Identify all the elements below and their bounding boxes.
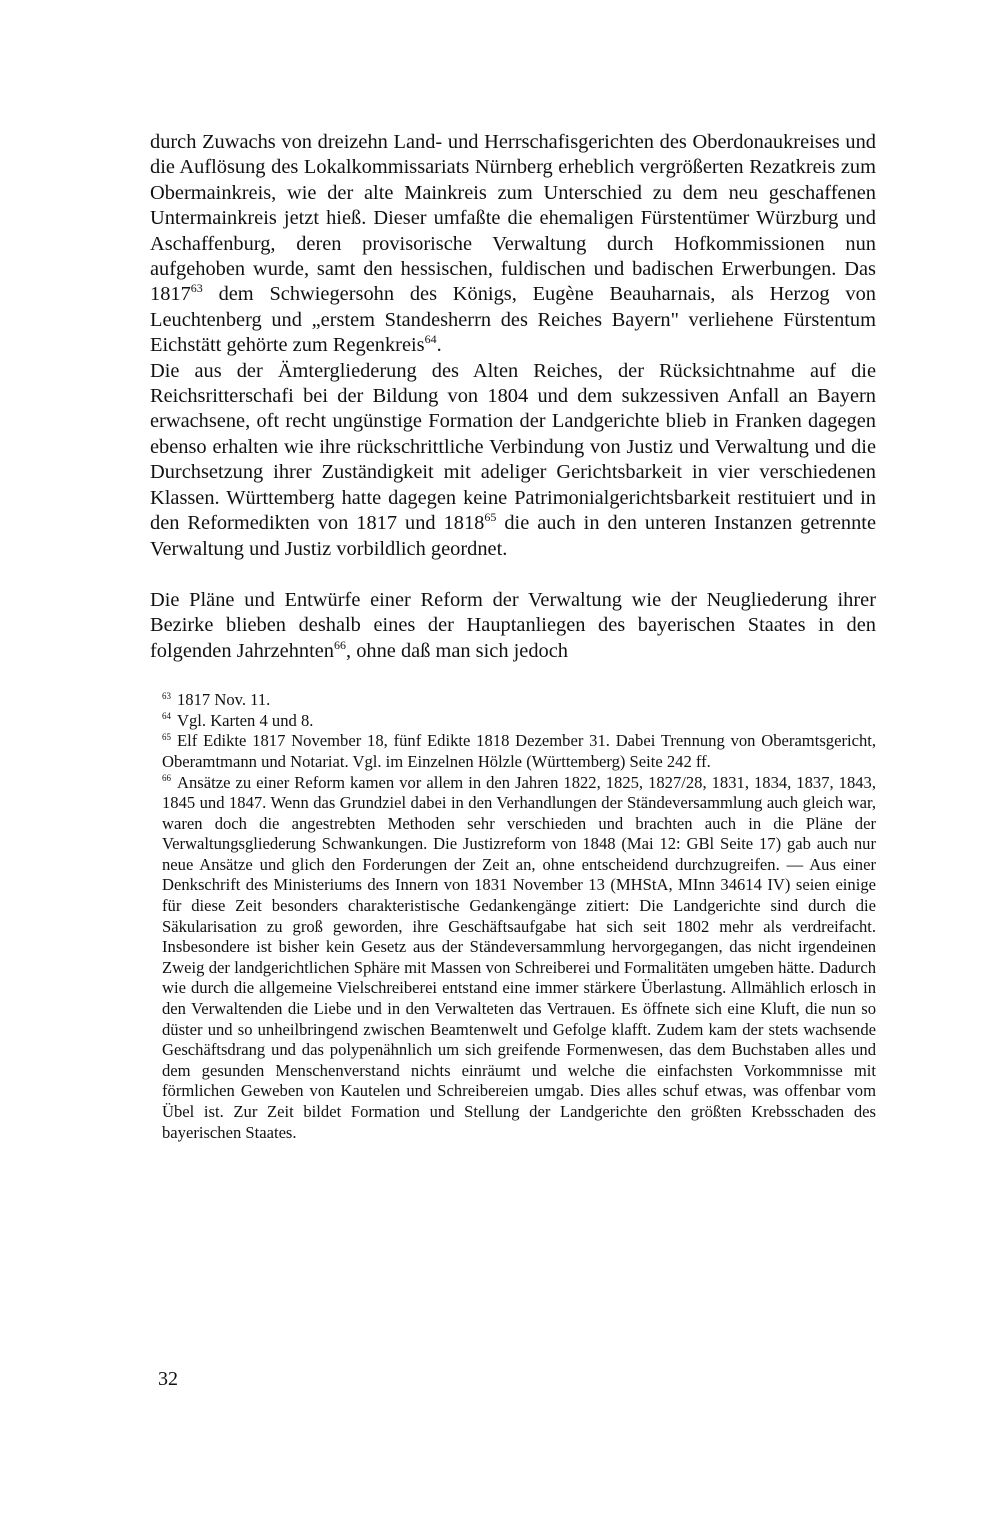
footnote-ref-66: 66 xyxy=(334,637,347,652)
paragraph-1-text-a: durch Zuwachs von dreizehn Land- und Herrschafisgerichten des Oberdonaukreises und die Auflösung des Lokalkommissariats Nürnberg erheblich vergrößerten Rezatkreis zum Obermainkreis, wie der alte Mainkreis zum Unterschied zu dem neu geschaffenen Untermainkreis jetzt hieß. Dieser umfaßte die ehemaligen Fürstentümer Würzburg und Aschaffenburg, deren provisorische Verwaltung durch Hofkommissionen nun aufgehoben wurde, samt den hessischen, fuldischen und badischen Erwerbungen. Das 1817 xyxy=(150,131,876,306)
paragraph-1-text-c: . xyxy=(436,334,442,357)
page-content xyxy=(150,130,876,1143)
footnote-text: Vgl. Karten 4 und 8. xyxy=(177,710,314,730)
paragraph-1 xyxy=(150,130,876,359)
paragraph-3-text-b: , ohne daß man sich jedoch xyxy=(346,639,568,662)
paragraph-3 xyxy=(150,588,876,664)
footnote-ref-63: 63 xyxy=(190,281,203,296)
paragraph-2-text-b: die auch in den unteren Instanzen getrennte Verwaltung und Justiz vorbildlich geordnet. xyxy=(150,512,877,560)
footnote-66 xyxy=(162,773,876,1144)
footnote-ref-65: 65 xyxy=(484,510,497,525)
footnote-65 xyxy=(162,731,876,772)
paragraph-3-text-a: Die Pläne und Entwürfe einer Reform der Verwaltung wie der Neugliederung ihrer Bezirke blieben deshalb eines der Hauptanliegen des bayerischen Staates in den folgenden Jahrzehnten xyxy=(150,588,876,662)
footnote-text: Elf Edikte 1817 November 18, fünf Edikte 1818 Dezember 31. Dabei Trennung von Oberamtsgericht, Oberamtmann und Notariat. Vgl. im Einzelnen Hölzle (Württemberg) Seite 242 ff. xyxy=(162,731,876,771)
footnote-64 xyxy=(162,711,876,732)
footnote-number: 65 xyxy=(162,731,171,742)
footnote-number: 64 xyxy=(162,711,171,722)
footnote-text: 1817 Nov. 11. xyxy=(177,690,271,710)
footnote-63 xyxy=(162,690,876,711)
footnote-number: 66 xyxy=(162,772,171,783)
footnotes xyxy=(150,690,876,1143)
paragraph-2 xyxy=(150,359,876,562)
page-number: 32 xyxy=(158,1368,178,1390)
footnote-text: Ansätze zu einer Reform kamen vor allem in den Jahren 1822, 1825, 1827/28, 1831, 1834, 1837, 1843, 1845 und 1847. Wenn das Grundziel dabei in den Verhandlungen der Ständeversammlung auch gleich war, waren doch die angestrebten Methoden sehr verschieden und brachten auch in die Pläne der Verwaltungsgliederung Schwankungen. Die Justizreform von 1848 (Mai 12: GBl Seite 17) gab auch nur neue Ansätze und glich den Forderungen der Zeit an, ohne entscheidend durchzugreifen. — Aus einer Denkschrift des Ministeriums des Innern von 1831 November 13 (MHStA, MInn 34614 IV) seien einige für diese Zeit besonders charakteristische Gedankengänge zitiert: Die Landgerichte sind durch die Säkularisation zu groß geworden, ihre Geschäftsaufgabe hat sich seit 1802 mehr als verdreifacht. Insbesondere ist bisher kein Gesetz aus der Ständeversammlung hervorgegangen, das nicht irgendeinen Zweig der landgerichtlichen Sphäre mit Massen von Schreiberei und Formalitäten umgeben hätte. Dadurch wie durch die allgemeine Vielschreiberei entstand eine immer stärkere Überlastung. Allmählich erlosch in den Verwaltenden die Liebe und in den Verwalteten das Vertrauen. Es öffnete sich eine Kluft, die nun so düster und so unheilbringend zwischen Beamtenwelt und Gefolge klafft. Zudem kam der stets wachsende Geschäftsdrang und das polypenähnlich um sich greifende Formenwesen, das dem Buchstaben alles und dem gesunden Menschenverstand nichts einräumt und welche die einfachsten Vorkommnisse mit förmlichen Geweben von Kautelen und Schreibereien umgab. Dies alles schuf etwas, was offenbar vom Übel ist. Zur Zeit bildet Formation und Stellung der Landgerichte den größten Krebsschaden des bayerischen Staates. xyxy=(162,772,876,1142)
footnote-ref-64: 64 xyxy=(424,332,437,347)
body-text xyxy=(150,130,876,664)
footnote-number: 63 xyxy=(162,690,171,701)
paragraph-2-text-a: Die aus der Ämtergliederung des Alten Reiches, der Rücksichtnahme auf die Reichsritterschafi bei der Bildung von 1804 und dem sukzessiven Anfall an Bayern erwachsene, oft recht ungünstige Formation der Landgerichte blieb in Franken dagegen ebenso erhalten wie ihre rückschrittliche Verbindung von Justiz und Verwaltung und die Durchsetzung ihrer Zuständigkeit mit adeliger Gerichtsbarkeit in vier verschiedenen Klassen. Württemberg hatte dagegen keine Patrimonialgerichtsbarkeit restituiert und in den Reformedikten von 1817 und 1818 xyxy=(150,359,876,535)
paragraph-1-text-b: dem Schwiegersohn des Königs, Eugène Beauharnais, als Herzog von Leuchtenberg und „erstem Standesherrn des Reiches Bayern" verliehene Fürstentum Eichstätt gehörte zum Regenkreis xyxy=(150,283,876,357)
